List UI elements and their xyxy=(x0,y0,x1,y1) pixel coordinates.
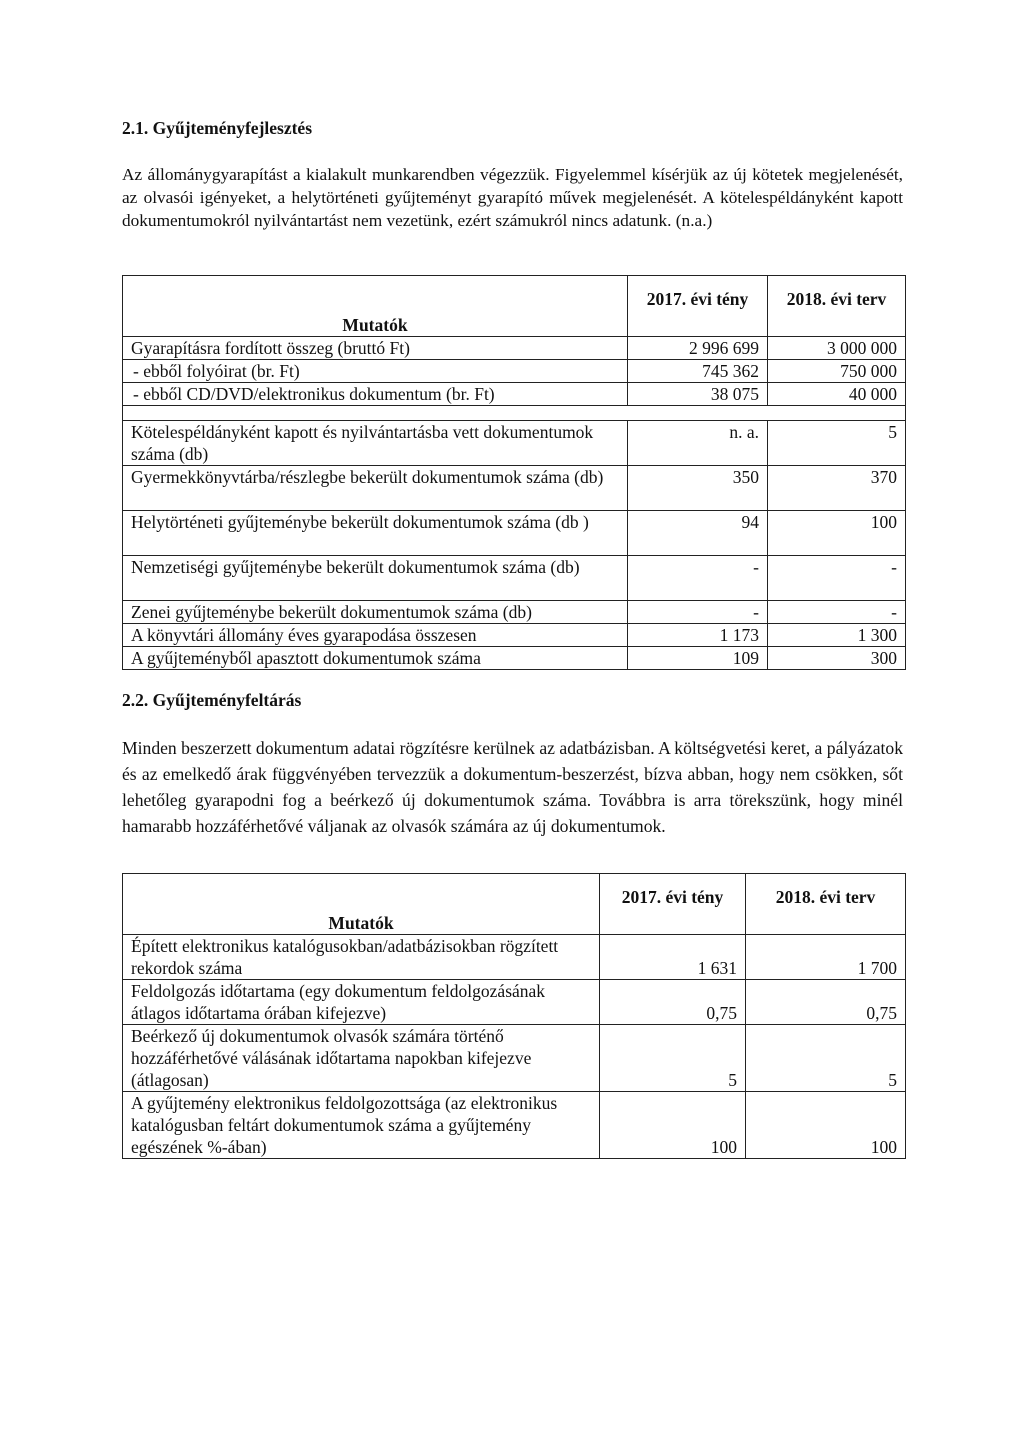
table-collection-processing xyxy=(122,873,906,1159)
row-label: A gyűjteményből apasztott dokumentumok száma xyxy=(123,647,628,670)
table-header-2017-actual: 2017. évi tény xyxy=(628,276,768,337)
table-header-2018-plan: 2018. évi terv xyxy=(746,874,906,935)
row-label: Gyarapításra fordított összeg (bruttó Ft) xyxy=(123,337,628,360)
row-value-2017: 1 631 xyxy=(600,935,746,980)
table-header-2018-plan: 2018. évi terv xyxy=(768,276,906,337)
section-heading-collection-development: 2.1. Gyűjteményfejlesztés xyxy=(122,118,313,138)
table-header-indicators: Mutatók xyxy=(123,874,600,935)
table-row xyxy=(123,360,906,383)
table-row xyxy=(123,624,906,647)
table-row xyxy=(123,421,906,466)
row-label: Helytörténeti gyűjteménybe bekerült dokumentumok száma (db ) xyxy=(123,511,628,556)
table-row xyxy=(123,556,906,601)
table-row xyxy=(123,601,906,624)
row-value-2018: 3 000 000 xyxy=(768,337,906,360)
row-label: Gyermekkönyvtárba/részlegbe bekerült dokumentumok száma (db) xyxy=(123,466,628,511)
table-spacer-row xyxy=(123,406,906,421)
row-value-2018: 370 xyxy=(768,466,906,511)
row-value-2018: 5 xyxy=(746,1025,906,1092)
table-row xyxy=(123,980,906,1025)
row-label: Zenei gyűjteménybe bekerült dokumentumok száma (db) xyxy=(123,601,628,624)
table-header-2017-actual: 2017. évi tény xyxy=(600,874,746,935)
row-value-2018: 40 000 xyxy=(768,383,906,406)
table-header-indicators: Mutatók xyxy=(123,276,628,337)
row-label: Beérkező új dokumentumok olvasók számára történő hozzáférhetővé válásának időtartama napokban kifejezve (átlagosan) xyxy=(123,1025,600,1092)
table-row xyxy=(123,647,906,670)
row-label: Nemzetiségi gyűjteménybe bekerült dokumentumok száma (db) xyxy=(123,556,628,601)
row-value-2018: 1 300 xyxy=(768,624,906,647)
section-paragraph-collection-development: Az állománygyarapítást a kialakult munkarendben végezzük. Figyelemmel kísérjük az új kötetek megjelenését, az olvasói igényeket, a helytörténeti gyűjteményt gyarapító művek megjelenését. A kötelespéldányként kapott dokumentumokról nyilvántartást nem vezetünk, ezért számukról nincs adatunk. (n.a.) xyxy=(122,165,903,230)
row-label: - ebből folyóirat (br. Ft) xyxy=(123,360,628,383)
table-row xyxy=(123,466,906,511)
row-value-2017: n. a. xyxy=(628,421,768,466)
table-header-row xyxy=(123,276,906,337)
row-label: Épített elektronikus katalógusokban/adatbázisokban rögzített rekordok száma xyxy=(123,935,600,980)
row-label: A gyűjtemény elektronikus feldolgozottsága (az elektronikus katalógusban feltárt dokumentumok száma a gyűjtemény egészének %-ában) xyxy=(123,1092,600,1159)
row-value-2018: 100 xyxy=(746,1092,906,1159)
table-row xyxy=(123,337,906,360)
row-value-2018: 0,75 xyxy=(746,980,906,1025)
row-value-2017: 1 173 xyxy=(628,624,768,647)
row-value-2018: 300 xyxy=(768,647,906,670)
table-row xyxy=(123,511,906,556)
row-label: Feldolgozás időtartama (egy dokumentum feldolgozásának átlagos időtartama órában kifejezve) xyxy=(123,980,600,1025)
row-label: Kötelespéldányként kapott és nyilvántartásba vett dokumentumok száma (db) xyxy=(123,421,628,466)
row-value-2018: - xyxy=(768,556,906,601)
row-value-2017: 38 075 xyxy=(628,383,768,406)
row-value-2018: 1 700 xyxy=(746,935,906,980)
row-value-2018: - xyxy=(768,601,906,624)
row-value-2017: 100 xyxy=(600,1092,746,1159)
section-paragraph-collection-processing: Minden beszerzett dokumentum adatai rögzítésre kerülnek az adatbázisban. A költségvetési keret, a pályázatok és az emelkedő árak függvényében tervezzük a dokumentum-beszerzést, bízva abban, hogy nem csökken, sőt lehetőleg gyarapodni fog a beérkező új dokumentumok száma. Továbbra is arra törekszünk, hogy minél hamarabb hozzáférhetővé váljanak az olvasók számára az új dokumentumok. xyxy=(122,738,903,836)
row-value-2017: 5 xyxy=(600,1025,746,1092)
row-value-2018: 750 000 xyxy=(768,360,906,383)
table-row xyxy=(123,935,906,980)
table-row xyxy=(123,383,906,406)
row-value-2017: 94 xyxy=(628,511,768,556)
row-label: A könyvtári állomány éves gyarapodása összesen xyxy=(123,624,628,647)
table-row xyxy=(123,1092,906,1159)
row-value-2017: - xyxy=(628,556,768,601)
row-value-2018: 100 xyxy=(768,511,906,556)
row-value-2017: 109 xyxy=(628,647,768,670)
row-value-2017: 2 996 699 xyxy=(628,337,768,360)
table-row xyxy=(123,1025,906,1092)
row-value-2017: 745 362 xyxy=(628,360,768,383)
table-header-row xyxy=(123,874,906,935)
row-label: - ebből CD/DVD/elektronikus dokumentum (br. Ft) xyxy=(123,383,628,406)
row-value-2017: 350 xyxy=(628,466,768,511)
row-value-2017: 0,75 xyxy=(600,980,746,1025)
table-collection-development xyxy=(122,275,906,670)
section-heading-collection-processing: 2.2. Gyűjteményfeltárás xyxy=(122,690,302,710)
row-value-2018: 5 xyxy=(768,421,906,466)
row-value-2017: - xyxy=(628,601,768,624)
